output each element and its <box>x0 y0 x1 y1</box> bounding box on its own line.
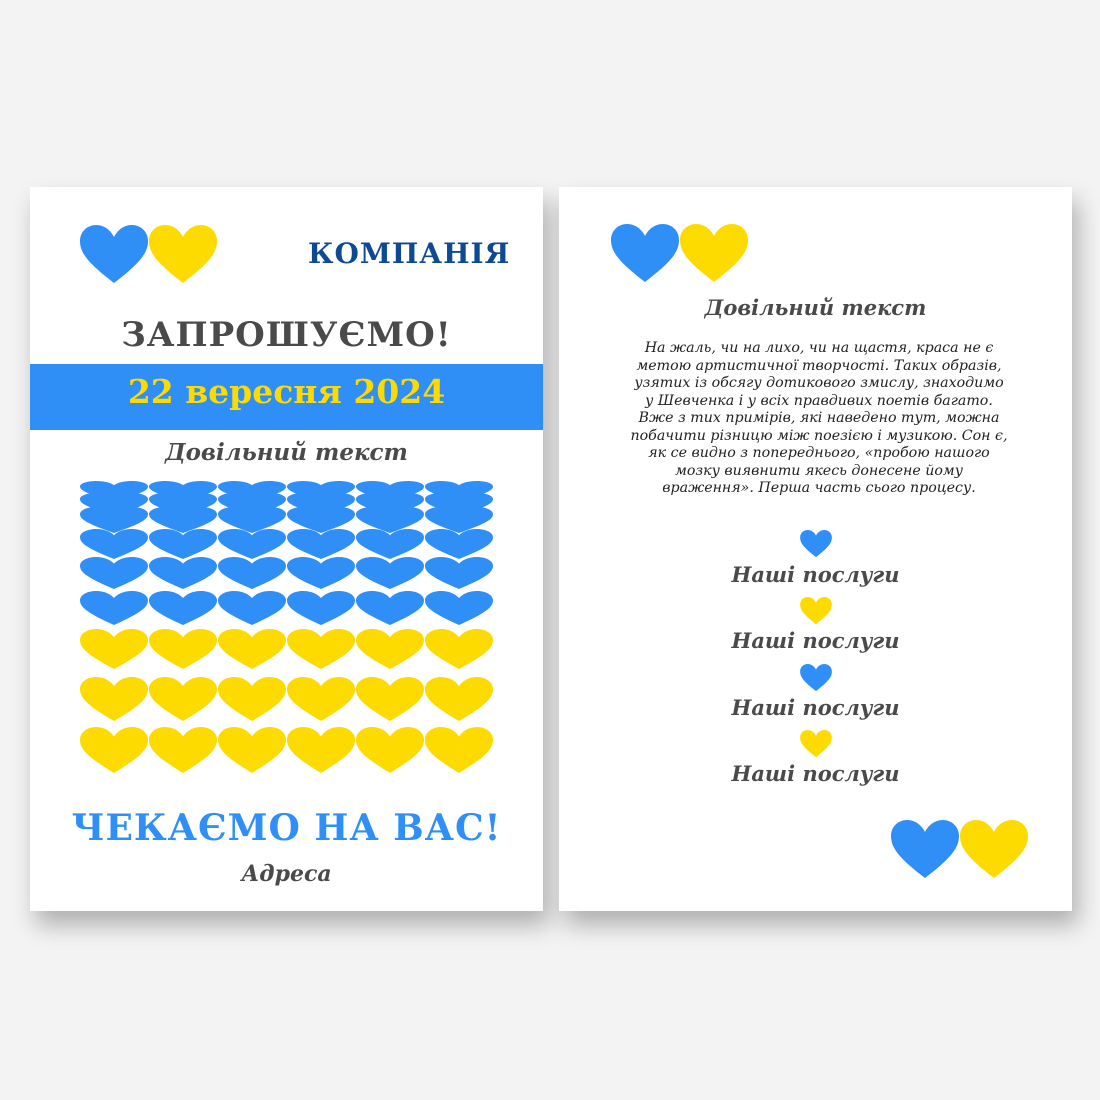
yellow-heart-icon <box>425 727 493 773</box>
service-heart-4-icon <box>800 730 832 758</box>
yellow-heart-icon <box>149 225 217 283</box>
service-heart-3-icon <box>800 664 832 692</box>
yellow-heart-icon <box>425 677 493 721</box>
blue-heart-icon <box>611 224 679 282</box>
yellow-heart-icon <box>80 629 148 669</box>
blue-heart-icon <box>149 591 217 625</box>
blue-heart-icon <box>287 591 355 625</box>
blue-heart-icon <box>425 529 493 559</box>
blue-heart-icon <box>287 529 355 559</box>
yellow-heart-icon <box>149 677 217 721</box>
free-text-back: Довільний текст <box>704 295 927 320</box>
yellow-heart-icon <box>680 224 748 282</box>
yellow-heart-icon <box>218 727 286 773</box>
blue-heart-icon <box>356 529 424 559</box>
blue-heart-icon <box>218 529 286 559</box>
address: Адреса <box>241 861 332 887</box>
back-card <box>559 187 1072 911</box>
front-card <box>30 187 543 911</box>
blue-heart-icon <box>287 557 355 589</box>
yellow-heart-icon <box>149 629 217 669</box>
blue-heart-icon <box>80 529 148 559</box>
service-item-2: Наші послуги <box>731 628 900 653</box>
yellow-heart-icon <box>356 629 424 669</box>
blue-heart-icon <box>891 820 959 878</box>
back-hearts-logo-bottom <box>891 820 1031 882</box>
blue-heart-icon <box>218 591 286 625</box>
blue-heart-icon <box>149 529 217 559</box>
blue-heart-icon <box>80 591 148 625</box>
yellow-heart-icon <box>80 677 148 721</box>
service-heart-1-icon <box>800 530 832 558</box>
yellow-heart-icon <box>287 677 355 721</box>
yellow-heart-icon <box>218 677 286 721</box>
service-item-3: Наші послуги <box>731 695 900 720</box>
company-name: КОМПАНІЯ <box>308 237 511 270</box>
body-paragraph: На жаль, чи на лихо, чи на щастя, краса не є метою артистичної творчості. Таких образів, узятих із обсягу дотикового змислу, знаходимо у Шевченка і у всіх правдивих поетів багато. Вже з тих примірів, які наведено тут, можна побачити різницю між поезією і музикою. Сон є, як се видно з попереднього, «пробою нашого мозку виявнити якесь донесене йому враження». Перша часть сього процесу. <box>630 340 1008 496</box>
invite-heading: ЗАПРОШУЄМО! <box>121 315 452 355</box>
yellow-heart-icon <box>356 677 424 721</box>
blue-heart-icon <box>356 591 424 625</box>
free-text-front: Довільний текст <box>165 439 408 466</box>
yellow-heart-icon <box>960 820 1028 878</box>
heart-grid <box>80 481 494 801</box>
yellow-heart-icon <box>356 727 424 773</box>
waiting-heading: ЧЕКАЄМО НА ВАС! <box>71 807 502 849</box>
blue-heart-icon <box>149 557 217 589</box>
service-item-4: Наші послуги <box>731 761 900 786</box>
front-hearts-logo <box>80 225 220 287</box>
event-date: 22 вересня 2024 <box>127 372 446 411</box>
yellow-heart-icon <box>149 727 217 773</box>
yellow-heart-icon <box>287 629 355 669</box>
service-heart-2-icon <box>800 597 832 625</box>
yellow-heart-icon <box>287 727 355 773</box>
blue-heart-icon <box>218 557 286 589</box>
yellow-heart-icon <box>425 629 493 669</box>
blue-heart-icon <box>356 557 424 589</box>
service-item-1: Наші послуги <box>731 562 900 587</box>
blue-heart-icon <box>80 225 148 283</box>
blue-heart-icon <box>425 591 493 625</box>
back-hearts-logo-top <box>611 224 751 286</box>
yellow-heart-icon <box>80 727 148 773</box>
blue-heart-icon <box>425 557 493 589</box>
yellow-heart-icon <box>218 629 286 669</box>
blue-heart-icon <box>80 557 148 589</box>
